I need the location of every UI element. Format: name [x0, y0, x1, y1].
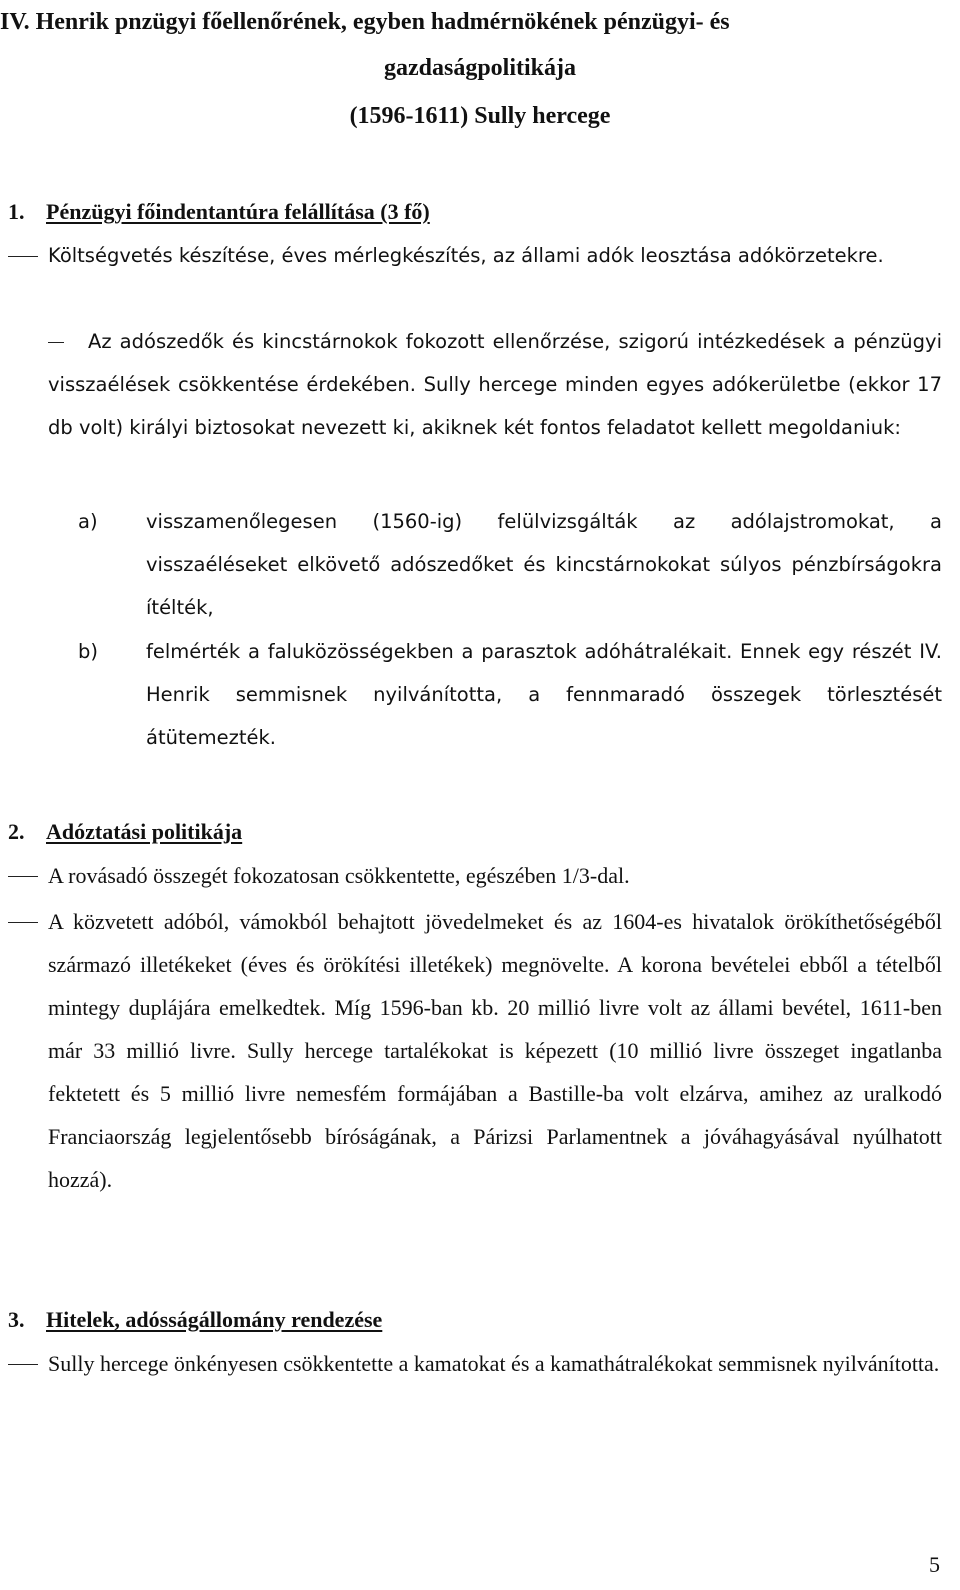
section-1-bullet-1: Költségvetés készítése, éves mérlegkészítés, az állami adók leosztása adókörzetekre. [48, 244, 884, 267]
section-1-title: Pénzügyi főindentantúra felállítása (3 fő) [46, 199, 430, 224]
section-3-heading [8, 1298, 382, 1341]
section-3-bullet-1: Sully hercege önkényesen csökkentette a kamatokat és a kamathátralékokat semmisnek nyilvánította. [48, 1351, 940, 1376]
section-3-number: 3. [8, 1307, 25, 1332]
dash-bullet [8, 1364, 38, 1365]
item-a-label: a) [78, 510, 98, 533]
title-line-2: gazdaságpolitikája [383, 55, 577, 81]
dash-bullet [8, 876, 38, 877]
section-3-title: Hitelek, adósságállomány rendezése [46, 1307, 383, 1332]
section-2-bullet-1: A rovásadó összegét fokozatosan csökkentette, egészében 1/3-dal. [48, 863, 630, 888]
title-line-1: IV. Henrik pnzügyi főellenőrének, egyben hadmérnökének pénzügyi- és [0, 9, 730, 35]
dash-bullet [8, 922, 38, 923]
section-1-heading [8, 190, 430, 233]
section-1-number: 1. [8, 199, 25, 224]
section-1-bullet-2-text: Az adószedők és kincstárnokok fokozott ellenőrzése, szigorú intézkedések a pénzügyi visszaélések csökkentése érdekében. [48, 330, 942, 396]
section-1-bullet-2-continuation: Sully hercege minden egyes adókerületbe (ekkor 17 db volt) királyi biztosokat nevezett ki, akiknek két fontos feladatot kellett megoldaniuk: [48, 373, 942, 439]
section-1-bullet-2 [48, 320, 942, 449]
section-2-bullet-2: A közvetett adóból, vámokból behajtott jövedelmeket és az 1604-es hivatalok örökíthetőségéből származó illetékeket (éves és örökítési illetékek) megnövelte. A korona bevételei ebből a tételből mintegy duplájára emelkedtek. Míg 1596-ban kb. 20 millió livre volt az állami bevétel, 1611-ben már 33 millió livre. Sully hercege tartalékokat is képezett (10 millió livre összeget ingatlanba fektetett és 5 millió livre nemesfém formájában a Bastille-ba volt elzárva, amihez az uralkodó Franciaország legjelentősebb bíróságának, a Párizsi Parlamentnek a jóváhagyásával nyúlhatott hozzá). [48, 909, 942, 1192]
section-2-heading [8, 810, 242, 853]
item-b-text: felmérték a faluközösségekben a parasztok adóhátralékait. Ennek egy részét IV. Henrik semmisnek nyilvánította, a fennmaradó összegek törlesztését átütemezték. [146, 640, 942, 749]
section-2-title: Adóztatási politikája [46, 819, 243, 844]
title-line-3: (1596-1611) Sully hercege [349, 103, 611, 129]
item-a-text: visszamenőlegesen (1560-ig) felülvizsgálták az adólajstromokat, a visszaéléseket elkövető adószedőket és kincstárnokokat súlyos pénzbírságokra ítélték, [146, 510, 942, 619]
item-b-label: b) [78, 640, 98, 663]
page-number: 5 [929, 1552, 940, 1577]
section-2-number: 2. [8, 819, 25, 844]
